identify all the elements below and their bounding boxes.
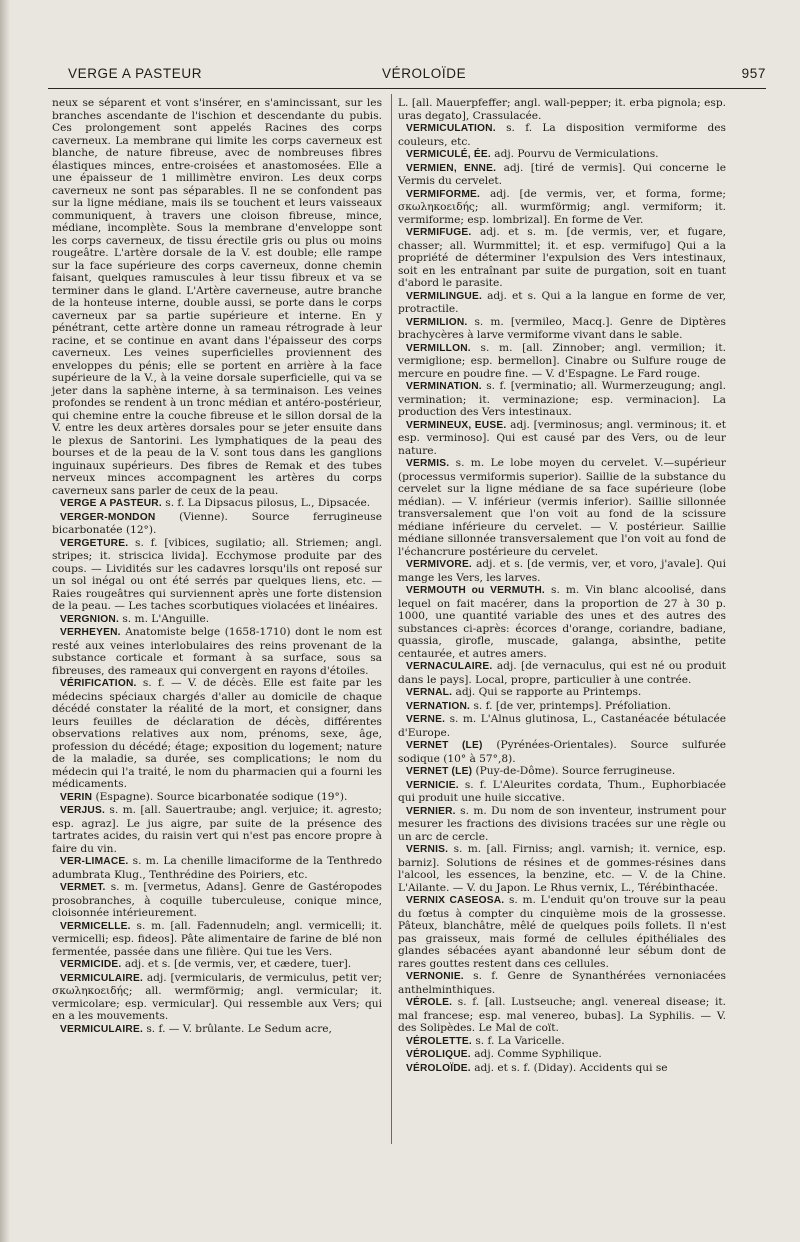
left-column: [52, 97, 382, 1036]
dictionary-entry: [398, 162, 726, 188]
entry-headword: VERNIS.: [406, 844, 449, 855]
entry-headword: VERMICULATION.: [406, 123, 496, 134]
entry-definition: adj. et s. f. (Diday). Accidents qui se: [474, 1061, 668, 1074]
entry-definition: s. f. La Dipsacus pilosus, L., Dipsacée.: [165, 497, 371, 509]
entry-headword: VERNE.: [406, 714, 446, 725]
entry-headword: VERNACULAIRE.: [406, 661, 493, 672]
entry-definition: s. m. [all. Sauertraube; angl. verjuice; it. agresto; esp. agraz]. Le jus aigre, par suite de la présence des tartrates acides, du raisin vert qui n'est pas encore propre à faire du vin.: [52, 804, 382, 855]
dictionary-entry: [398, 419, 726, 458]
entry-definition: adj. et s. Qui a la langue en forme de ver, protractile.: [398, 289, 726, 315]
dictionary-entry: [398, 739, 726, 765]
entry-definition: Anatomiste belge (1658-1710) dont le nom est resté aux veines interlobulaires des reins provenant de la substance corticale et formant à sa surface, sous sa fibreuses, des rameaux qui convergent en rayons d'étoiles.: [52, 626, 382, 677]
entry-headword: VERMICULÉ, ÉE.: [406, 149, 491, 160]
dictionary-entry: [52, 511, 382, 537]
entry-definition: (Vienne). Source ferrugineuse bicarbonatée (12°).: [52, 510, 382, 536]
entry-definition: (Espagne). Source bicarbonatée sodique (19°).: [95, 790, 348, 803]
dictionary-entry: [398, 97, 726, 122]
dictionary-entry: [52, 97, 382, 497]
entry-headword: VERMIFORME.: [406, 188, 481, 200]
dictionary-entry: [398, 380, 726, 419]
dictionary-entry: [398, 148, 726, 162]
dictionary-entry: [52, 804, 382, 855]
entry-headword: VERMICULAIRE.: [60, 972, 143, 984]
dictionary-entry: [398, 805, 726, 844]
dictionary-entry: [398, 686, 726, 700]
dictionary-entry: [398, 765, 726, 779]
running-header: [48, 62, 766, 89]
entry-definition: s. m. La chenille limaciforme de la Tenthredo adumbrata Klug., Tenthrédine des Poiriers, etc.: [52, 855, 382, 881]
entry-headword: VERNET (LE): [406, 740, 483, 751]
dictionary-entry: [398, 457, 726, 558]
entry-definition: (Pyrénées-Orientales). Source sulfurée sodique (10° à 57°,8).: [398, 739, 727, 765]
entry-headword: VERMICELLE.: [60, 920, 131, 932]
entry-headword: VER-LIMACE.: [60, 856, 129, 867]
entry-headword: VERMINEUX, EUSE.: [406, 419, 507, 431]
dictionary-entry: [398, 1048, 726, 1062]
entry-definition: s. f. [vibices, sugilatio; all. Striemen; angl. stripes; it. striscica livida]. Ecchymose produite par des coups. — Lividités sur les cadavres lorsqu'ils ont reposé sur un sol inégal ou ont été serrés par quelques liens, etc. — Raies rougeâtres qui surviennent après une forte distension de la peau. — Les taches scorbutiques violacées et linéaires.: [52, 536, 382, 612]
entry-definition: (Puy-de-Dôme). Source ferrugineuse.: [475, 765, 676, 777]
entry-headword: VERMIVORE.: [406, 559, 472, 570]
dictionary-entry: [52, 613, 382, 627]
entry-headword: VÉROLE.: [406, 997, 453, 1008]
dictionary-entry: [398, 316, 726, 342]
dictionary-entry: [52, 497, 382, 511]
dictionary-entry: [398, 342, 726, 381]
dictionary-entry: [52, 920, 382, 959]
entry-headword: VERMICIDE.: [60, 959, 122, 970]
dictionary-entry: [398, 290, 726, 316]
dictionary-entry: [52, 791, 382, 805]
entry-headword: VERNATION.: [406, 700, 471, 712]
entry-definition: adj. [de vernaculus, qui est né ou produit dans le pays]. Local, propre, particulier à une contrée.: [398, 660, 726, 686]
entry-definition: s. f. L'Aleurites cordata, Thum., Euphorbiacée qui produit une huile siccative.: [398, 778, 727, 804]
entry-headword: VERMILION.: [406, 316, 468, 328]
entry-headword: VERMOUTH ou VERMUTH.: [406, 585, 545, 596]
dictionary-entry: [398, 779, 726, 805]
entry-definition: adj. Comme Syphilique.: [474, 1048, 602, 1060]
entry-definition: adj. [vermicularis, de vermiculus, petit ver; σκωληκοειδής; all. wermförmig; angl. vermicular; it. vermicolare; esp. vermicular]. Qui ressemble aux Vers; qui en a les mouvements.: [52, 971, 382, 1022]
entry-definition: s. f. — V. brûlante. Le Sedum acre,: [146, 1022, 332, 1035]
entry-headword: VERNONIE.: [406, 971, 464, 982]
dictionary-entry: [398, 584, 726, 660]
dictionary-entry: [52, 881, 382, 920]
entry-definition: s. f. — V. de décès. Elle est faite par les médecins spéciaux chargés d'aller au domicile de chaque décédé constater la réalité de la mort, et consigner, dans leurs feuilles de déclaration de décès, différentes observations relatives aux nom, prénoms, sexe, âge, profession du décédé; étage; exposition du logement; nature de la maladie, sa durée, ses complications; le nom du médecin qui l'a traité, le nom du pharmacien qui a fourni les médicaments.: [52, 677, 382, 790]
dictionary-entry: [52, 677, 382, 791]
dictionary-entry: [52, 855, 382, 881]
entry-definition: s. f. [verminatio; all. Wurmerzeugung; angl. vermination; it. verminazione; esp. verminacion]. La production des Vers intestinaux.: [398, 380, 727, 418]
entry-definition: s. m. [all. Fadennudeln; angl. vermicelli; it. vermicelli; esp. fideos]. Pâte alimentaire de farine de blé non fermentée, passée dans une filière. Qui tue les Vers.: [52, 919, 382, 958]
entry-headword: VERMIFUGE.: [406, 227, 472, 238]
header-left-guide-word: VERGE A PASTEUR: [68, 66, 203, 81]
entry-headword: VERMIS.: [406, 458, 450, 469]
dictionary-entry: [398, 713, 726, 739]
entry-definition: adj. et s. [de vermis, ver, et voro, j'avale]. Qui mange les Vers, les larves.: [398, 558, 726, 584]
right-column: [398, 97, 726, 1075]
dictionary-entry: [52, 1023, 382, 1037]
entry-definition: adj. [tiré de vermis]. Qui concerne le Vermis du cervelet.: [398, 161, 726, 187]
entry-headword: VÉRIFICATION.: [60, 678, 137, 689]
entry-headword: VERMILLON.: [406, 342, 471, 354]
entry-headword: VERMILINGUE.: [406, 290, 482, 302]
dictionary-entry: [398, 970, 726, 996]
entry-headword: VERNIX CASEOSA.: [406, 895, 505, 906]
entry-definition: s. m. [all. Zinnober; angl. vermilion; it. vermiglione; esp. bermellon]. Cinabre ou Sulfure rouge de mercure en poudre fine. — V. d'Espagne. Le Fard rouge.: [398, 341, 726, 380]
entry-definition: adj. Pourvu de Vermiculations.: [494, 148, 659, 160]
entry-definition: s. f. La disposition vermiforme des couleurs, etc.: [398, 122, 726, 148]
entry-definition: s. m. [all. Firniss; angl. varnish; it. vernice, esp. barniz]. Solutions de résines et de gommes-résines dans l'alcool, les essences, la benzine, etc. — V. de la Chine. L'Ailante. — V. du Japon. Le Rhus vernix, L., Térébinthacée.: [398, 843, 726, 894]
entry-definition: s. m. L'enduit qu'on trouve sur la peau du fœtus à compter du cinquième mois de la grossesse. Pâteux, blanchâtre, mêlé de quelques poils follets. Il n'est pas graisseux, mais formé de cellules épithéliales des glandes sébacées ayant abandonné leur sébum dont de rares gouttes restent dans ces cellules.: [398, 894, 726, 970]
dictionary-entry: [52, 537, 382, 613]
entry-definition: s. m. Du nom de son inventeur, instrument pour mesurer les fractions des divisions tracées sur une règle ou un arc de cercle.: [398, 804, 727, 843]
header-right-guide-word: VÉROLOÏDE: [382, 66, 467, 81]
dictionary-entry: [398, 1035, 726, 1049]
entry-headword: VERHEYEN.: [60, 627, 121, 638]
entry-headword: VERIN: [60, 791, 93, 803]
entry-definition: s. m. Vin blanc alcoolisé, dans lequel on fait macérer, dans la proportion de 27 à 30 p. 1000, une quantité variable des unes et des autres des substances ci-après: écorces d'orange, coriandre, badiane, quassia, girofle, muscade, galanga, absinthe, petite centaurée, et autres amers.: [398, 584, 726, 660]
entry-definition: neux se séparent et vont s'insérer, en s'amincissant, sur les branches ascendante de l'ischion et descendante du pubis. Ces prolongement sont appelés Racines des corps caverneux. La membrane qui limite les corps caverneux est blanche, de nature fibreuse, avec de nombreuses fibres élastiques minces, entre-croisées et anastomosées. Elle a une épaisseur de 1 millimètre environ. Les deux corps caverneux ne sont pas séparables. Il ne se confondent pas sur la ligne médiane, mais ils se touchent et leurs vaisseaux communiquent, à travers une cloison fibreuse, mince, médiane, incomplète. Sous la membrane d'enveloppe sont les corps caverneux, de tissu érectile gris ou plus ou moins rougeâtre. L'artère dorsale de la V. est double; elle rampe sur la face supérieure des corps caverneux, donne chemin faisant, quelques ramuscules à leur tissu fibreux et va se terminer dans le gland. L'Artère caverneuse, autre branche de la honteuse interne, double aussi, se porte dans le corps caverneux par sa partie supérieure et interne. En y pénétrant, cette artère donne un rameau rétrograde à leur racine, et se continue en avant dans l'épaisseur des corps caverneux. Les veines superficielles proviennent des enveloppes du pénis; elle se portent en arrière à la face supérieure de la V., à la veine dorsale superficielle, qui va se jeter dans la saphène interne, à sa terminaison. Les veines profondes se rendent à un tronc médian et antéro-postérieur, qui chemine entre la couche fibreuse et le sillon dorsal de la V. entre les deux artères dorsales pour se jeter ensuite dans le plexus de Santorini. Les lymphatiques de la peau des bourses et de la peau de la V. sont tous dans les ganglions inguinaux supérieurs. Des fibres de Remak et des tubes nerveux minces accompagnent les artères du corps caverneux sans parler de ceux de la peau.: [52, 97, 382, 497]
entry-headword: VERGNION.: [60, 613, 119, 625]
entry-definition: adj. [verminosus; angl. verminous; it. et esp. verminoso]. Qui est causé par des Vers, ou de leur nature.: [398, 418, 726, 457]
entry-headword: VERGE A PASTEUR.: [60, 498, 162, 509]
entry-headword: VERGER-MONDON: [60, 511, 156, 523]
entry-definition: s. f. La Varicelle.: [475, 1034, 565, 1047]
dictionary-entry: [52, 972, 382, 1023]
entry-headword: VERMIEN, ENNE.: [406, 162, 497, 174]
dictionary-entry: [398, 843, 726, 894]
entry-headword: VERGETURE.: [60, 537, 129, 549]
entry-definition: adj. [de vermis, ver, et forma, forme; σκωληκοειδής; all. wurmförmig; angl. vermiform; it. vermiforme; esp. lombrizal]. En forme de Ver.: [398, 187, 726, 226]
dictionary-entry: [52, 958, 382, 972]
entry-headword: VÉROLIQUE.: [406, 1049, 471, 1060]
dictionary-entry: [398, 122, 726, 148]
entry-definition: adj. et s. m. [de vermis, ver, et fugare, chasser; all. Wurmmittel; it. et esp. vermifugo] Qui a la propriété de déterminer l'expulsion des Vers intestinaux, soit en les entraînant par suite de purgation, soit en tuant d'abord le parasite.: [398, 226, 726, 289]
entry-headword: VÉROLOÏDE.: [406, 1062, 471, 1074]
dictionary-entry: [398, 894, 726, 970]
dictionary-entry: [398, 188, 726, 227]
entry-headword: VERNET (LE): [406, 766, 473, 777]
page-gutter-shadow: [0, 0, 10, 1242]
dictionary-entry: [398, 700, 726, 714]
column-divider: [391, 94, 392, 1144]
entry-definition: s. m. [vermileo, Macq.]. Genre de Diptères brachycères à larve vermiforme vivant dans le sable.: [398, 315, 726, 341]
entry-headword: VERNIER.: [406, 805, 456, 817]
entry-definition: s. m. L'Anguille.: [122, 612, 210, 625]
dictionary-entry: [398, 558, 726, 584]
entry-definition: s. m. Le lobe moyen du cervelet. V.—supérieur (processus vermiformis superior). Saillie de la substance du cervelet sur la ligne médiane de sa face supérieure (lobe médian). — V. inférieur (vermis inferior). Saillie sillonnée transversalement que l'on voit au fond de la scissure médiane inférieure du cervelet. — V. postérieur. Saillie médiane sillonnée transversalement que l'on voit au fond de l'échancrure postérieure du cervelet.: [398, 457, 727, 558]
page-number: 957: [741, 66, 766, 81]
entry-definition: s. f. [de ver, printemps]. Préfoliation.: [473, 699, 672, 712]
entry-definition: s. f. Genre de Synanthérées vernoniacées anthelminthiques.: [398, 970, 726, 996]
entry-definition: s. m. [vermetus, Adans]. Genre de Gastéropodes prosobranches, à coquille tuberculeuse, conique mince, cloisonnée intérieurement.: [52, 881, 382, 919]
entry-definition: L. [all. Mauerpfeffer; angl. wall-pepper; it. erba pignola; esp. uras degato], Crassulacée.: [398, 97, 726, 122]
entry-headword: VERMET.: [60, 882, 106, 893]
entry-headword: VERMICULAIRE.: [60, 1023, 143, 1035]
entry-definition: s. f. [all. Lustseuche; angl. venereal disease; it. mal francese; esp. mal venereo, bubas]. La Syphilis. — V. des Solipèdes. Le Mal de coït.: [398, 996, 726, 1034]
entry-headword: VERMINATION.: [406, 381, 482, 392]
entry-headword: VÉROLETTE.: [406, 1035, 472, 1047]
entry-definition: adj. et s. [de vermis, ver, et cædere, tuer].: [124, 958, 352, 970]
entry-definition: adj. Qui se rapporte au Printemps.: [455, 686, 642, 698]
dictionary-entry: [398, 660, 726, 686]
entry-headword: VERNICIE.: [406, 779, 459, 791]
entry-headword: VERJUS.: [60, 805, 105, 816]
entry-definition: s. m. L'Alnus glutinosa, L., Castanéacée bétulacée d'Europe.: [398, 713, 726, 739]
dictionary-entry: [398, 1062, 726, 1076]
dictionary-entry: [398, 226, 726, 290]
dictionary-entry: [52, 626, 382, 677]
dictionary-entry: [398, 996, 726, 1035]
entry-headword: VERNAL.: [406, 687, 453, 698]
